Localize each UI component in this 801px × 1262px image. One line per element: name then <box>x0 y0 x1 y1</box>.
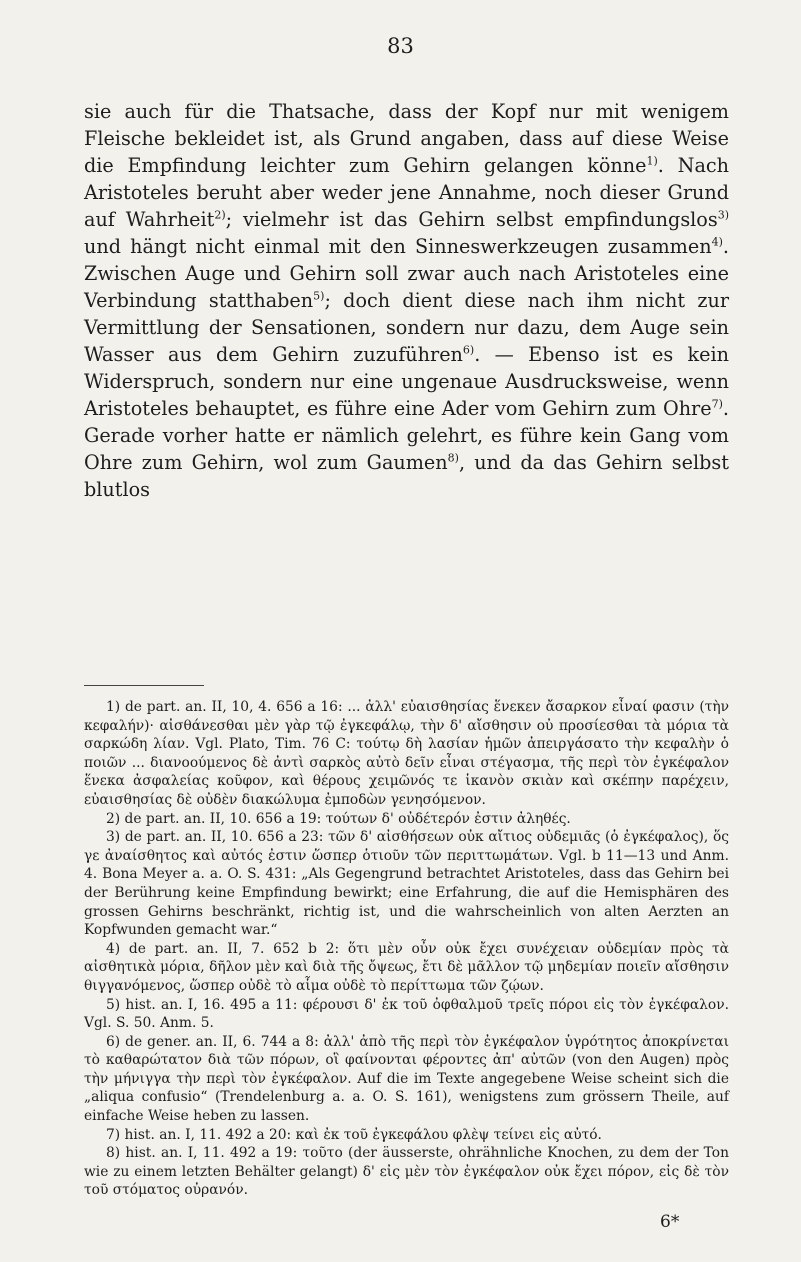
footnote-2: 2) de part. an. II, 10. 656 a 19: τούτων δ' οὐδέτερόν ἐστιν ἀληθές. <box>106 810 571 827</box>
footnotes <box>84 698 729 1200</box>
footnote-ref: 3) <box>717 208 729 222</box>
footnote-ref: 1) <box>646 154 658 168</box>
footnote-6: 6) de gener. an. II, 6. 744 a 8: ἀλλ' ἀπὸ τῆς περὶ τὸν ἐγκέφαλον ὑγρότητος ἀποκρίνεται τὸ καθαρώτατον διὰ τῶν πόρων, οἳ φαίνονται φέροντες ἀπ' αὐτῶν (von den Augen) πρὸς τὴν μήνιγγα τὴν περὶ τὸν ἐγκέφαλον. Auf die im Texte angegebene Weise scheint sich die „aliqua confusio“ (Trendelenburg a. a. O. S. 161), wenigstens zum grössern Theile, auf einfache Weise heben zu lassen. <box>84 1033 729 1125</box>
main-paragraph <box>84 98 729 503</box>
text-segment: . — Ebenso ist es kein Widerspruch, sondern nur eine ungenaue Ausdrucksweise, wenn Aristoteles behauptet, es führe eine Ader vom Gehirn zum Ohre <box>84 343 729 420</box>
footnote-4: 4) de part. an. II, 7. 652 b 2: ὅτι μὲν οὖν οὐκ ἔχει συνέχειαν οὐδεμίαν πρὸς τὰ αἰσθητικὰ μόρια, δῆλον μὲν καὶ διὰ τῆς ὄψεως, ἔτι δὲ μᾶλλον τῷ μηδεμίαν ποιεῖν αἴσθησιν θιγγανόμενος, ὥσπερ οὐδὲ τὸ αἷμα οὐδὲ τὸ περίττωμα τῶν ζῴων. <box>84 940 729 994</box>
signature-mark: 6* <box>660 1212 680 1232</box>
body-text <box>84 98 729 503</box>
footnote-ref: 5) <box>313 289 325 303</box>
footnote-3: 3) de part. an. II, 10. 656 a 23: τῶν δ' αἰσθήσεων οὐκ αἴτιος οὐδεμιᾶς (ὁ ἐγκέφαλος), ὅς γε ἀναίσθητος καὶ αὐτός ἐστιν ὥσπερ ὁτιοῦν τῶν περιττωμάτων. Vgl. b 11—13 und Anm. 4. Bona Meyer a. a. O. S. 431: „Als Gegengrund betrachtet Aristoteles, dass das Gehirn bei der Berührung keine Empfindung bewirkt; eine Erfahrung, die auf die Hemisphären des grossen Gehirns beschränkt, richtig ist, und die wahrscheinlich von alten Aerzten an Kopfwunden gemacht war.“ <box>84 829 729 939</box>
text-segment: . Zwischen Auge und Gehirn soll zwar auch nach Aristoteles eine Verbindung statthaben <box>84 235 729 312</box>
footnote-ref: 7) <box>711 397 723 411</box>
footnote-ref: 6) <box>462 343 475 357</box>
text-segment: . Nach Aristoteles beruht aber weder jene Annahme, noch dieser Grund auf Wahrheit <box>84 154 730 231</box>
page-number: 83 <box>387 34 414 58</box>
footnote-1: 1) de part. an. II, 10, 4. 656 a 16: ... ἀλλ' εὐαισθησίας ἕνεκεν ἄσαρκον εἶναί φασιν (τὴν κεφαλήν)· αἰσθάνεσθαι μὲν γὰρ τῷ ἐγκεφάλῳ, τὴν δ' αἴσθησιν οὐ προσίεσθαι τὰ μόρια τὰ σαρκώδη λίαν. Vgl. Plato, Tim. 76 C: τούτῳ δὴ λασίαν ἡμῶν ἀπειργάσατο τὴν κεφαλὴν ὁ ποιῶν ... διανοούμενος δὲ ἀντὶ σαρκὸς αὐτὸ δεῖν εἶναι στέγασμα, τῆς περὶ τὸν ἐγκέφαλον ἕνεκα ἀσφαλείας κοῦφον, καὶ θέρους χειμῶνός τε ἱκανὸν σκιὰν καὶ σκέπην παρέχειν, εὐαισθησίας δὲ οὐδὲν διακώλυμα ἐμποδὼν γενησόμενον. <box>84 699 729 808</box>
text-segment: , und da das Gehirn selbst blutlos <box>84 451 729 501</box>
footnote-divider <box>84 685 204 686</box>
text-segment: ; vielmehr ist das Gehirn selbst empfindungslos <box>225 208 718 231</box>
footnote-8: 8) hist. an. I, 11. 492 a 19: τοῦτο (der äusserste, ohrähnliche Knochen, zu dem der Ton wie zu einem letzten Behälter gelangt) δ' εἰς μὲν τὸν ἐγκέφαλον οὐκ ἔχει πόρον, εἰς δὲ τὸν τοῦ στόματος οὐρανόν. <box>84 1145 729 1199</box>
footnote-7: 7) hist. an. I, 11. 492 a 20: καὶ ἐκ τοῦ ἐγκεφάλου φλὲψ τείνει εἰς αὐτό. <box>106 1126 602 1143</box>
footnote-ref: 2) <box>214 208 226 222</box>
footnote-ref: 8) <box>447 451 459 465</box>
text-segment: und hängt nicht einmal mit den Sinneswerkzeugen zusammen <box>84 235 712 258</box>
text-segment: . Gerade vorher hatte er nämlich gelehrt, es führe kein Gang vom Ohre zum Gehirn, wol zum Gaumen <box>84 397 729 474</box>
footnote-5: 5) hist. an. I, 16. 495 a 11: φέρουσι δ' ἐκ τοῦ ὀφθαλμοῦ τρεῖς πόροι εἰς τὸν ἐγκέφαλον. Vgl. S. 50. Anm. 5. <box>84 996 729 1032</box>
text-segment: sie auch für die Thatsache, dass der Kopf nur mit wenigem Fleische bekleidet ist, als Grund angaben, dass auf diese Weise die Empfindung leichter zum Gehirn gelangen könne <box>84 100 729 177</box>
footnote-ref: 4) <box>711 235 723 249</box>
text-segment: ; doch dient diese nach ihm nicht zur Vermittlung der Sensationen, sondern nur dazu, dem Auge sein Wasser aus dem Gehirn zuzuführen <box>84 289 729 366</box>
